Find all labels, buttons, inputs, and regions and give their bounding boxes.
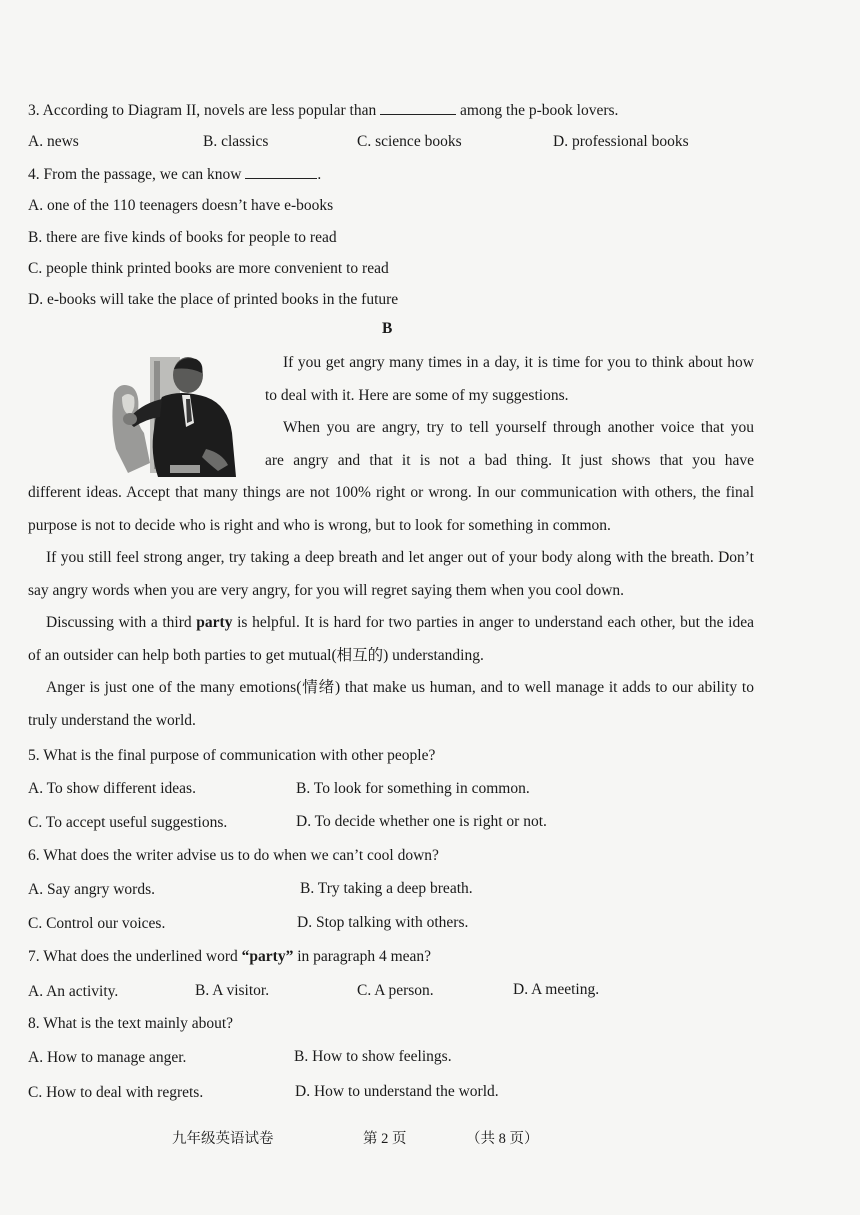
- question-5-option-b: B. To look for something in common.: [296, 780, 530, 797]
- question-4-stem: [28, 164, 321, 185]
- question-4-option-d: D. e-books will take the place of printed books in the future: [28, 291, 399, 308]
- paragraph-body: [28, 477, 754, 737]
- question-7-option-c: C. A person.: [357, 982, 434, 999]
- footer-page-number: 第 2 页: [363, 1131, 407, 1147]
- question-8-option-b: B. How to show feelings.: [294, 1048, 452, 1065]
- paragraph-4: [28, 607, 754, 672]
- question-3-stem-part1: 3. According to Diagram II, novels are less popular than: [28, 102, 377, 119]
- question-7-option-b: B. A visitor.: [195, 982, 270, 999]
- footer-exam-name: 九年级英语试卷: [172, 1131, 274, 1147]
- question-6-option-c: C. Control our voices.: [28, 915, 166, 932]
- question-5-option-a: A. To show different ideas.: [28, 780, 196, 797]
- question-3-option-b: B. classics: [203, 133, 269, 150]
- question-4-option-c: C. people think printed books are more convenient to read: [28, 260, 389, 277]
- paragraph-2-start: [265, 412, 754, 477]
- paragraph-2-line-1: When you are angry, try to tell yourself through another voice that you: [283, 419, 754, 436]
- paragraph-1-text: If you get angry many times in a day, it is time for you to think about how to deal with it. Here are some of my suggestions.: [265, 354, 754, 404]
- paragraph-3: If you still feel strong anger, try taking a deep breath and let anger out of your body along with the breath. Don’t say angry words when you are very angry, for you will regret saying them when you cool down.: [28, 549, 754, 599]
- question-3-option-c: C. science books: [357, 133, 462, 150]
- question-6-option-a: A. Say angry words.: [28, 881, 155, 898]
- question-3-stem: [28, 100, 618, 121]
- question-8-option-d: D. How to understand the world.: [295, 1083, 499, 1100]
- question-4-option-b: B. there are five kinds of books for people to read: [28, 229, 337, 246]
- paragraph-2-line-2: are angry and that it is not a bad thing. It just shows that you have: [265, 451, 754, 469]
- question-4-stem-text: 4. From the passage, we can know: [28, 166, 242, 183]
- question-5-option-c: C. To accept useful suggestions.: [28, 814, 228, 831]
- paragraph-5: Anger is just one of the many emotions(情绪) that make us human, and to well manage it adds to our ability to truly understand the world.: [28, 679, 754, 729]
- answer-blank: [245, 164, 317, 179]
- question-7-keyword: “party”: [241, 948, 294, 965]
- angry-man-photo: [110, 353, 257, 477]
- question-3-option-a: A. news: [28, 133, 79, 150]
- question-3-option-d: D. professional books: [553, 133, 689, 150]
- question-3-stem-part2: among the p-book lovers.: [459, 102, 619, 119]
- footer-total-pages: （共 8 页）: [466, 1131, 539, 1147]
- question-5-option-d: D. To decide whether one is right or not.: [296, 813, 547, 830]
- question-7-stem-part1: 7. What does the underlined word: [28, 948, 242, 965]
- section-title: B: [382, 320, 393, 337]
- paragraph-4-part1: Discussing with a third: [46, 614, 197, 631]
- question-7-option-a: A. An activity.: [28, 983, 119, 1000]
- answer-blank: [380, 100, 456, 115]
- question-8-stem: 8. What is the text mainly about?: [28, 1015, 234, 1032]
- question-4-option-a: A. one of the 110 teenagers doesn’t have e-books: [28, 197, 334, 214]
- paragraph-4-part2: is helpful. It is hard for two parties in anger to understand each other, but the idea of an outsider can help both parties to get mutual(相互的) understanding.: [28, 614, 754, 664]
- paragraph-1: [265, 347, 754, 412]
- question-6-stem: 6. What does the writer advise us to do when we can’t cool down?: [28, 847, 439, 864]
- question-8-option-c: C. How to deal with regrets.: [28, 1084, 204, 1101]
- question-7-option-d: D. A meeting.: [513, 981, 600, 998]
- question-4-stem-end: .: [317, 166, 322, 183]
- question-7-stem: [28, 947, 431, 967]
- question-6-option-b: B. Try taking a deep breath.: [300, 880, 473, 897]
- question-6-option-d: D. Stop talking with others.: [297, 914, 469, 931]
- question-5-stem: 5. What is the final purpose of communication with other people?: [28, 747, 436, 764]
- paragraph-2-rest: different ideas. Accept that many things are not 100% right or wrong. In our communication with others, the final purpose is not to decide who is right and who is wrong, but to look for something in common.: [28, 484, 754, 534]
- underlined-word-party: party: [196, 614, 233, 631]
- question-7-stem-part2: in paragraph 4 mean?: [293, 948, 432, 965]
- question-8-option-a: A. How to manage anger.: [28, 1049, 187, 1066]
